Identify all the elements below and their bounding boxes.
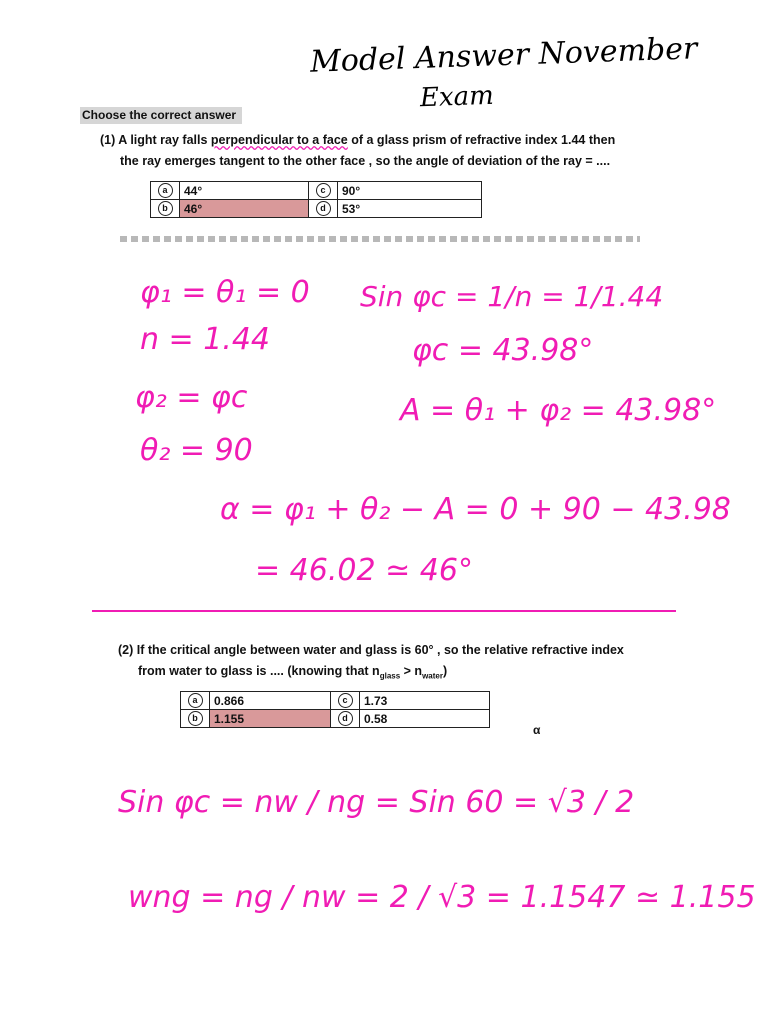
work1-line-l3: φ₂ = φc: [135, 380, 248, 415]
work1-line-l4: θ₂ = 90: [140, 433, 253, 468]
q2-options-table: [180, 691, 490, 728]
work2-line-1: Sin φc = nw / ng = Sin 60 = √3 / 2: [118, 785, 635, 820]
q2-option-d[interactable]: 0.58: [360, 710, 490, 728]
question-1-line1: [100, 130, 615, 150]
q1-text-b: of a glass prism of refractive index 1.44 then: [347, 133, 616, 147]
q1-underlined-text: perpendicular to a face: [210, 133, 348, 147]
q1-options-table: [150, 181, 482, 218]
option-b-marker: b: [158, 201, 173, 216]
stray-alpha-symbol: α: [533, 723, 541, 737]
handwritten-title-line1: Model Answer November: [309, 31, 698, 80]
work1-line-l2: n = 1.44: [140, 322, 271, 357]
handwritten-title-line2: Exam: [419, 80, 495, 114]
option-a-marker: a: [158, 183, 173, 198]
section-header: Choose the correct answer: [80, 107, 242, 124]
q1-text-a: (1) A light ray falls: [100, 133, 211, 147]
question-2-line1: (2) If the critical angle between water and glass is 60° , so the relative refractive index: [118, 643, 624, 657]
q2-text-a: from water to glass is .... (knowing that n: [138, 664, 380, 678]
q2-text-b: > n: [400, 664, 423, 678]
option-d-marker: d: [338, 711, 353, 726]
work1-line-r3: A = θ₁ + φ₂ = 43.98°: [400, 393, 717, 428]
option-a-marker: a: [188, 693, 203, 708]
q2-option-a[interactable]: 0.866: [210, 692, 331, 710]
q1-option-a[interactable]: 44°: [180, 182, 309, 200]
q2-option-b-selected[interactable]: 1.155: [210, 710, 331, 728]
question-2-line2: [138, 661, 447, 687]
option-d-marker: d: [316, 201, 331, 216]
q2-text-c: ): [442, 664, 448, 678]
work1-line-l1: φ₁ = θ₁ = 0: [140, 275, 310, 310]
divider-line: [92, 610, 676, 612]
q2-sub-glass: glass: [379, 671, 401, 681]
cropped-text-strip: [120, 236, 640, 242]
work1-line-r1: Sin φc = 1/n = 1/1.44: [360, 280, 664, 313]
work1-line-m2: = 46.02 ≃ 46°: [255, 553, 473, 588]
work1-line-m1: α = φ₁ + θ₂ − A = 0 + 90 − 43.98: [220, 492, 731, 527]
q2-option-c[interactable]: 1.73: [360, 692, 490, 710]
option-c-marker: c: [316, 183, 331, 198]
question-1-line2: the ray emerges tangent to the other face , so the angle of deviation of the ray = ....: [120, 154, 611, 168]
option-b-marker: b: [188, 711, 203, 726]
option-c-marker: c: [338, 693, 353, 708]
work2-line-2: wng = ng / nw = 2 / √3 = 1.1547 ≃ 1.155: [128, 880, 756, 915]
work1-line-r2: φc = 43.98°: [412, 333, 594, 368]
q1-option-c[interactable]: 90°: [338, 182, 482, 200]
q1-option-b-selected[interactable]: 46°: [180, 200, 309, 218]
q1-option-d[interactable]: 53°: [338, 200, 482, 218]
q2-sub-water: water: [422, 671, 443, 681]
